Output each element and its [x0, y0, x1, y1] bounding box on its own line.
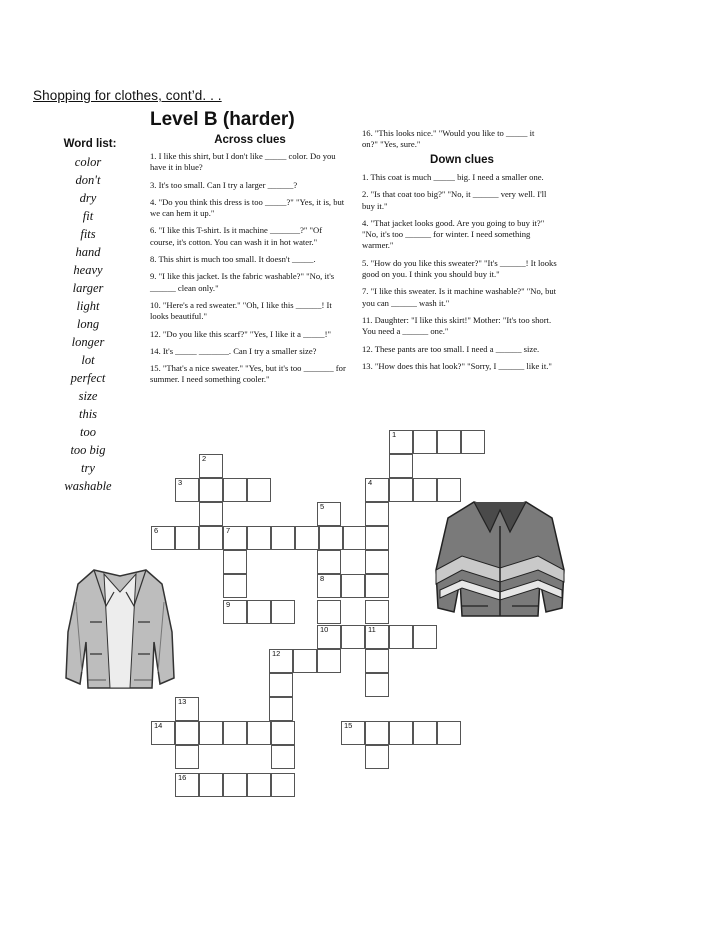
word-list-item: light [76, 299, 100, 313]
crossword-cell[interactable] [365, 526, 389, 550]
crossword-cell[interactable] [413, 721, 437, 745]
clue-number: 6 [154, 526, 159, 535]
crossword-cell[interactable] [199, 721, 223, 745]
clue-number: 16 [178, 773, 187, 782]
crossword-cell[interactable] [271, 745, 295, 769]
crossword-cell[interactable] [365, 673, 389, 697]
crossword-cell[interactable] [247, 773, 271, 797]
crossword-cell[interactable] [437, 430, 461, 454]
word-list-item: this [78, 407, 98, 421]
crossword-cell[interactable] [151, 721, 175, 745]
crossword-cell[interactable] [365, 721, 389, 745]
crossword-cell[interactable] [365, 574, 389, 598]
crossword-cell[interactable] [269, 697, 293, 721]
word-list-item: lot [81, 353, 95, 367]
level-title: Level B (harder) [150, 109, 295, 130]
word-list-item: washable [64, 479, 112, 493]
crossword-cell[interactable] [413, 625, 437, 649]
crossword-cell[interactable] [365, 745, 389, 769]
crossword-cell[interactable] [223, 721, 247, 745]
word-list-item: color [74, 155, 102, 169]
crossword-cell[interactable] [293, 649, 317, 673]
word-list-item: longer [71, 335, 105, 349]
crossword-cell[interactable] [223, 574, 247, 598]
crossword-cell[interactable] [269, 673, 293, 697]
word-list-item: fit [82, 209, 94, 223]
down-clue: 1. This coat is much _____ big. I need a smaller one. [362, 172, 544, 182]
crossword-cell[interactable] [317, 502, 341, 526]
word-list-item: try [81, 461, 95, 475]
across-clue: 1. I like this shirt, but I don't like _____ color. Do you have it in blue? [150, 151, 336, 173]
across-clue: 6. "I like this T-shirt. Is it machine _______?" "Of course, it's cotton. You can wash it in hot water." [150, 225, 323, 247]
down-clue: 13. "How does this hat look?" "Sorry, I ______ like it." [362, 360, 552, 371]
crossword-cell[interactable] [461, 430, 485, 454]
clue-number: 13 [178, 697, 187, 706]
across-clue: 3. It's too small. Can I try a larger ______? [150, 179, 298, 190]
crossword-cell[interactable] [271, 600, 295, 624]
clue-number: 7 [226, 526, 231, 535]
crossword-cell[interactable] [223, 600, 247, 624]
crossword-cell[interactable] [199, 478, 223, 502]
crossword-cell[interactable] [247, 600, 271, 624]
crossword-cell[interactable] [175, 721, 199, 745]
crossword-cell[interactable] [151, 526, 175, 550]
down-clues-title: Down clues [430, 154, 494, 166]
down-clue: 2. "Is that coat too big?" "No, it ______ very well. I'll buy it." [362, 189, 547, 211]
crossword-cell[interactable] [271, 721, 295, 745]
crossword-cell[interactable] [365, 625, 389, 649]
word-list-item: too big [70, 443, 106, 457]
crossword-cell[interactable] [223, 773, 247, 797]
crossword-cell[interactable] [341, 625, 365, 649]
crossword-cell[interactable] [295, 526, 319, 550]
crossword-cell[interactable] [317, 649, 341, 673]
word-list [52, 153, 124, 495]
crossword-cell[interactable] [365, 550, 389, 574]
crossword-cell[interactable] [389, 478, 413, 502]
across-clue: 9. "I like this jacket. Is the fabric washable?" "No, it's ______ clean only." [150, 271, 335, 293]
crossword-cell[interactable] [175, 478, 199, 502]
across-clue: 14. It's _____ _______. Can I try a smaller size? [150, 345, 317, 356]
clue-number: 11 [368, 625, 376, 634]
down-clue: 5. "How do you like this sweater?" "It's ______! It looks good on you. I think you should buy it." [362, 257, 557, 280]
striped-jacket-illustration [432, 496, 568, 620]
crossword-cell[interactable] [175, 773, 199, 797]
crossword-cell[interactable] [199, 502, 223, 526]
clue-number: 8 [320, 574, 325, 583]
crossword-cell[interactable] [389, 625, 413, 649]
crossword-cell[interactable] [365, 502, 389, 526]
across-clue: 10. "Here's a red sweater." "Oh, I like this ______! It looks beautiful." [150, 299, 332, 322]
crossword-cell[interactable] [175, 745, 199, 769]
crossword-cell[interactable] [389, 454, 413, 478]
crossword-cell[interactable] [247, 478, 271, 502]
clue-number: 9 [226, 600, 231, 609]
crossword-cell[interactable] [341, 721, 365, 745]
crossword-cell[interactable] [319, 526, 343, 550]
across-clues-title: Across clues [214, 134, 286, 146]
crossword-cell[interactable] [223, 478, 247, 502]
crossword-cell[interactable] [341, 574, 365, 598]
word-list-item: larger [72, 281, 104, 295]
crossword-cell[interactable] [199, 454, 223, 478]
crossword-cell[interactable] [317, 574, 341, 598]
word-list-item: heavy [73, 263, 103, 277]
down-clue: 11. Daughter: "I like this skirt!" Mother: "It's too short. You need a ______ one." [362, 314, 552, 337]
word-list-item: hand [75, 245, 101, 259]
crossword-cell[interactable] [365, 600, 389, 624]
across-clue-16: 16. "This looks nice." "Would you like to _____ it on?" "Yes, sure." [362, 128, 535, 150]
word-list-item: size [78, 389, 98, 403]
clue-number: 15 [344, 721, 353, 730]
down-clue: 12. These pants are too small. I need a ______ size. [362, 343, 540, 354]
across-clues-list [150, 151, 348, 392]
clue-number: 2 [202, 454, 207, 463]
crossword-cell[interactable] [223, 526, 247, 550]
down-clue: 7. "I like this sweater. Is it machine washable?" "No, but you can ______ wash it." [362, 286, 557, 308]
word-list-item: dry [79, 191, 97, 205]
clue-number: 12 [272, 649, 281, 658]
crossword-cell[interactable] [175, 697, 199, 721]
crossword-cell[interactable] [271, 773, 295, 797]
crossword-cell[interactable] [317, 600, 341, 624]
clue-number: 3 [178, 478, 183, 487]
across-clue: 4. "Do you think this dress is too _____?" "Yes, it is, but we can hem it up." [150, 196, 345, 219]
down-clues-list [362, 172, 558, 378]
crossword-cell[interactable] [365, 649, 389, 673]
jacket-illustration [64, 562, 176, 694]
crossword-cell[interactable] [317, 550, 341, 574]
crossword-cell[interactable] [317, 625, 341, 649]
word-list-item: too [80, 425, 96, 439]
down-clue: 4. "That jacket looks good. Are you going to buy it?" "No, it's too ______ for winter. I need something warmer." [362, 217, 545, 251]
crossword-cell[interactable] [343, 526, 367, 550]
across-clue: 15. "That's a nice sweater." "Yes, but it's too _______ for summer. I need something cooler." [150, 363, 346, 385]
clue-number: 4 [368, 478, 373, 487]
crossword-cell[interactable] [271, 526, 295, 550]
crossword-cell[interactable] [199, 773, 223, 797]
crossword-cell[interactable] [389, 721, 413, 745]
clue-number: 5 [320, 502, 325, 511]
crossword-cell[interactable] [247, 526, 271, 550]
word-list-item: fits [80, 227, 96, 241]
word-list-item: perfect [70, 371, 106, 385]
crossword-cell[interactable] [413, 430, 437, 454]
clue-number: 10 [320, 625, 329, 634]
section-title: Shopping for clothes, cont’d. . . [33, 88, 222, 103]
crossword-cell[interactable] [437, 721, 461, 745]
crossword-cell[interactable] [247, 721, 271, 745]
across-clue: 12. "Do you like this scarf?" "Yes, I like it a _____!" [150, 328, 331, 339]
clue-number: 14 [154, 721, 163, 730]
crossword-cell[interactable] [269, 649, 293, 673]
crossword-cell[interactable] [389, 430, 413, 454]
clue-number: 1 [392, 430, 397, 439]
across-clue: 8. This shirt is much too small. It doesn't _____. [150, 254, 316, 265]
word-list-item: long [76, 317, 100, 331]
word-list-item: don't [75, 173, 101, 187]
crossword-cell[interactable] [199, 526, 223, 550]
crossword-cell[interactable] [223, 550, 247, 574]
crossword-cell[interactable] [365, 478, 389, 502]
crossword-cell[interactable] [175, 526, 199, 550]
word-list-title: Word list: [63, 138, 117, 150]
